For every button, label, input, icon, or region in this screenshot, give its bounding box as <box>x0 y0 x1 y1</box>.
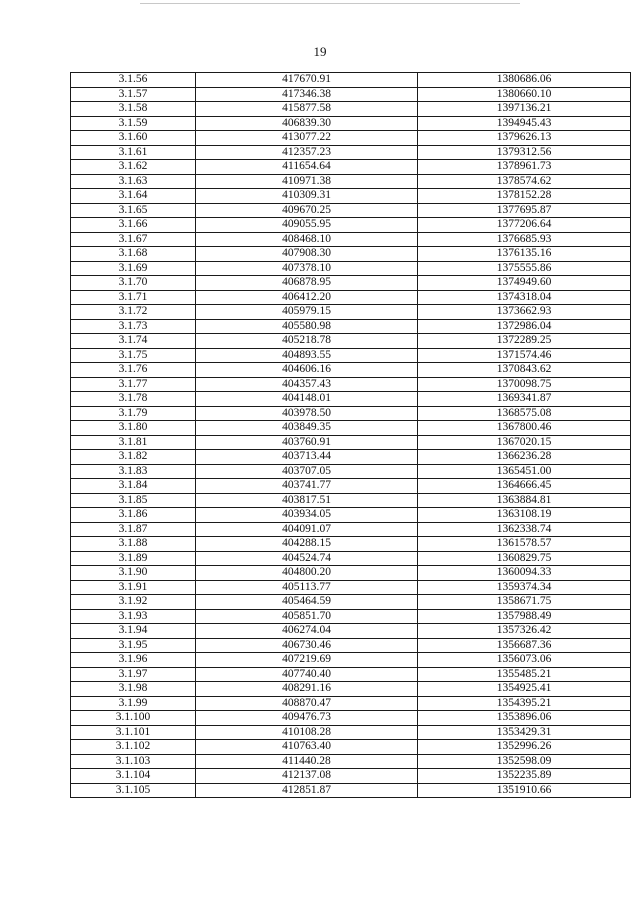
coordinates-table <box>70 72 631 798</box>
point-id-cell: 3.1.81 <box>71 435 196 450</box>
x-coordinate-cell: 404148.01 <box>196 392 418 407</box>
x-coordinate-cell: 412357.23 <box>196 145 418 160</box>
point-id-cell: 3.1.78 <box>71 392 196 407</box>
y-coordinate-cell: 1394945.43 <box>418 116 631 131</box>
y-coordinate-cell: 1355485.21 <box>418 667 631 682</box>
point-id-cell: 3.1.69 <box>71 261 196 276</box>
y-coordinate-cell: 1363884.81 <box>418 493 631 508</box>
table-row <box>71 116 631 131</box>
x-coordinate-cell: 409670.25 <box>196 203 418 218</box>
y-coordinate-cell: 1352996.26 <box>418 740 631 755</box>
y-coordinate-cell: 1357326.42 <box>418 624 631 639</box>
y-coordinate-cell: 1352235.89 <box>418 769 631 784</box>
x-coordinate-cell: 408870.47 <box>196 696 418 711</box>
table-row <box>71 261 631 276</box>
y-coordinate-cell: 1354395.21 <box>418 696 631 711</box>
y-coordinate-cell: 1352598.09 <box>418 754 631 769</box>
x-coordinate-cell: 406412.20 <box>196 290 418 305</box>
table-row <box>71 653 631 668</box>
page-top-rule <box>140 3 520 4</box>
y-coordinate-cell: 1365451.00 <box>418 464 631 479</box>
x-coordinate-cell: 404524.74 <box>196 551 418 566</box>
table-row <box>71 667 631 682</box>
y-coordinate-cell: 1358671.75 <box>418 595 631 610</box>
point-id-cell: 3.1.85 <box>71 493 196 508</box>
table-row <box>71 493 631 508</box>
y-coordinate-cell: 1378152.28 <box>418 189 631 204</box>
point-id-cell: 3.1.93 <box>71 609 196 624</box>
point-id-cell: 3.1.62 <box>71 160 196 175</box>
x-coordinate-cell: 405851.70 <box>196 609 418 624</box>
table-row <box>71 740 631 755</box>
point-id-cell: 3.1.65 <box>71 203 196 218</box>
point-id-cell: 3.1.105 <box>71 783 196 798</box>
y-coordinate-cell: 1376135.16 <box>418 247 631 262</box>
x-coordinate-cell: 403713.44 <box>196 450 418 465</box>
table-row <box>71 145 631 160</box>
y-coordinate-cell: 1356687.36 <box>418 638 631 653</box>
point-id-cell: 3.1.82 <box>71 450 196 465</box>
x-coordinate-cell: 412851.87 <box>196 783 418 798</box>
table-row <box>71 392 631 407</box>
point-id-cell: 3.1.67 <box>71 232 196 247</box>
point-id-cell: 3.1.96 <box>71 653 196 668</box>
y-coordinate-cell: 1367020.15 <box>418 435 631 450</box>
table-row <box>71 363 631 378</box>
point-id-cell: 3.1.97 <box>71 667 196 682</box>
x-coordinate-cell: 403934.05 <box>196 508 418 523</box>
y-coordinate-cell: 1360094.33 <box>418 566 631 581</box>
x-coordinate-cell: 405464.59 <box>196 595 418 610</box>
point-id-cell: 3.1.92 <box>71 595 196 610</box>
x-coordinate-cell: 415877.58 <box>196 102 418 117</box>
x-coordinate-cell: 417346.38 <box>196 87 418 102</box>
table-row <box>71 160 631 175</box>
y-coordinate-cell: 1353429.31 <box>418 725 631 740</box>
x-coordinate-cell: 403741.77 <box>196 479 418 494</box>
x-coordinate-cell: 403978.50 <box>196 406 418 421</box>
y-coordinate-cell: 1397136.21 <box>418 102 631 117</box>
point-id-cell: 3.1.64 <box>71 189 196 204</box>
x-coordinate-cell: 406878.95 <box>196 276 418 291</box>
y-coordinate-cell: 1370098.75 <box>418 377 631 392</box>
table-row <box>71 73 631 88</box>
y-coordinate-cell: 1359374.34 <box>418 580 631 595</box>
point-id-cell: 3.1.100 <box>71 711 196 726</box>
y-coordinate-cell: 1356073.06 <box>418 653 631 668</box>
x-coordinate-cell: 417670.91 <box>196 73 418 88</box>
table-row <box>71 566 631 581</box>
point-id-cell: 3.1.79 <box>71 406 196 421</box>
table-row <box>71 609 631 624</box>
point-id-cell: 3.1.63 <box>71 174 196 189</box>
point-id-cell: 3.1.98 <box>71 682 196 697</box>
x-coordinate-cell: 406839.30 <box>196 116 418 131</box>
x-coordinate-cell: 407219.69 <box>196 653 418 668</box>
table-row <box>71 203 631 218</box>
y-coordinate-cell: 1380660.10 <box>418 87 631 102</box>
table-row <box>71 450 631 465</box>
x-coordinate-cell: 410108.28 <box>196 725 418 740</box>
table-row <box>71 421 631 436</box>
y-coordinate-cell: 1374318.04 <box>418 290 631 305</box>
point-id-cell: 3.1.95 <box>71 638 196 653</box>
point-id-cell: 3.1.84 <box>71 479 196 494</box>
table-row <box>71 305 631 320</box>
point-id-cell: 3.1.90 <box>71 566 196 581</box>
y-coordinate-cell: 1377695.87 <box>418 203 631 218</box>
table-row <box>71 595 631 610</box>
point-id-cell: 3.1.88 <box>71 537 196 552</box>
y-coordinate-cell: 1375555.86 <box>418 261 631 276</box>
y-coordinate-cell: 1378574.62 <box>418 174 631 189</box>
table-row <box>71 711 631 726</box>
table-row <box>71 189 631 204</box>
x-coordinate-cell: 404606.16 <box>196 363 418 378</box>
y-coordinate-cell: 1364666.45 <box>418 479 631 494</box>
y-coordinate-cell: 1380686.06 <box>418 73 631 88</box>
x-coordinate-cell: 403760.91 <box>196 435 418 450</box>
point-id-cell: 3.1.77 <box>71 377 196 392</box>
y-coordinate-cell: 1378961.73 <box>418 160 631 175</box>
point-id-cell: 3.1.57 <box>71 87 196 102</box>
y-coordinate-cell: 1373662.93 <box>418 305 631 320</box>
table-row <box>71 102 631 117</box>
x-coordinate-cell: 408468.10 <box>196 232 418 247</box>
table-row <box>71 334 631 349</box>
table-row <box>71 696 631 711</box>
point-id-cell: 3.1.72 <box>71 305 196 320</box>
point-id-cell: 3.1.71 <box>71 290 196 305</box>
x-coordinate-cell: 408291.16 <box>196 682 418 697</box>
y-coordinate-cell: 1366236.28 <box>418 450 631 465</box>
table-row <box>71 131 631 146</box>
x-coordinate-cell: 403817.51 <box>196 493 418 508</box>
y-coordinate-cell: 1371574.46 <box>418 348 631 363</box>
point-id-cell: 3.1.102 <box>71 740 196 755</box>
point-id-cell: 3.1.104 <box>71 769 196 784</box>
point-id-cell: 3.1.103 <box>71 754 196 769</box>
y-coordinate-cell: 1369341.87 <box>418 392 631 407</box>
x-coordinate-cell: 405113.77 <box>196 580 418 595</box>
table-row <box>71 783 631 798</box>
y-coordinate-cell: 1361578.57 <box>418 537 631 552</box>
x-coordinate-cell: 409055.95 <box>196 218 418 233</box>
point-id-cell: 3.1.56 <box>71 73 196 88</box>
y-coordinate-cell: 1377206.64 <box>418 218 631 233</box>
point-id-cell: 3.1.66 <box>71 218 196 233</box>
y-coordinate-cell: 1362338.74 <box>418 522 631 537</box>
y-coordinate-cell: 1368575.08 <box>418 406 631 421</box>
x-coordinate-cell: 410971.38 <box>196 174 418 189</box>
x-coordinate-cell: 407740.40 <box>196 667 418 682</box>
point-id-cell: 3.1.73 <box>71 319 196 334</box>
y-coordinate-cell: 1370843.62 <box>418 363 631 378</box>
x-coordinate-cell: 404800.20 <box>196 566 418 581</box>
y-coordinate-cell: 1376685.93 <box>418 232 631 247</box>
table-row <box>71 754 631 769</box>
table-row <box>71 276 631 291</box>
table-row <box>71 174 631 189</box>
point-id-cell: 3.1.89 <box>71 551 196 566</box>
point-id-cell: 3.1.59 <box>71 116 196 131</box>
x-coordinate-cell: 405218.78 <box>196 334 418 349</box>
point-id-cell: 3.1.94 <box>71 624 196 639</box>
x-coordinate-cell: 404091.07 <box>196 522 418 537</box>
x-coordinate-cell: 405979.15 <box>196 305 418 320</box>
y-coordinate-cell: 1379312.56 <box>418 145 631 160</box>
table-row <box>71 406 631 421</box>
table-row <box>71 479 631 494</box>
table-row <box>71 522 631 537</box>
y-coordinate-cell: 1379626.13 <box>418 131 631 146</box>
x-coordinate-cell: 411440.28 <box>196 754 418 769</box>
point-id-cell: 3.1.87 <box>71 522 196 537</box>
table-row <box>71 580 631 595</box>
x-coordinate-cell: 407378.10 <box>196 261 418 276</box>
x-coordinate-cell: 404357.43 <box>196 377 418 392</box>
x-coordinate-cell: 413077.22 <box>196 131 418 146</box>
x-coordinate-cell: 410309.31 <box>196 189 418 204</box>
x-coordinate-cell: 410763.40 <box>196 740 418 755</box>
point-id-cell: 3.1.75 <box>71 348 196 363</box>
y-coordinate-cell: 1357988.49 <box>418 609 631 624</box>
x-coordinate-cell: 404288.15 <box>196 537 418 552</box>
point-id-cell: 3.1.74 <box>71 334 196 349</box>
table-row <box>71 218 631 233</box>
table-row <box>71 537 631 552</box>
table-row <box>71 435 631 450</box>
page-number: 19 <box>313 44 327 59</box>
table-row <box>71 725 631 740</box>
table-row <box>71 377 631 392</box>
y-coordinate-cell: 1360829.75 <box>418 551 631 566</box>
x-coordinate-cell: 403707.05 <box>196 464 418 479</box>
point-id-cell: 3.1.58 <box>71 102 196 117</box>
table-row <box>71 508 631 523</box>
y-coordinate-cell: 1372289.25 <box>418 334 631 349</box>
table-row <box>71 87 631 102</box>
point-id-cell: 3.1.68 <box>71 247 196 262</box>
table-row <box>71 290 631 305</box>
table-row <box>71 348 631 363</box>
x-coordinate-cell: 412137.08 <box>196 769 418 784</box>
x-coordinate-cell: 406730.46 <box>196 638 418 653</box>
point-id-cell: 3.1.70 <box>71 276 196 291</box>
y-coordinate-cell: 1372986.04 <box>418 319 631 334</box>
table-row <box>71 247 631 262</box>
table-row <box>71 638 631 653</box>
x-coordinate-cell: 404893.55 <box>196 348 418 363</box>
point-id-cell: 3.1.83 <box>71 464 196 479</box>
y-coordinate-cell: 1353896.06 <box>418 711 631 726</box>
table-row <box>71 769 631 784</box>
x-coordinate-cell: 405580.98 <box>196 319 418 334</box>
table-row <box>71 682 631 697</box>
x-coordinate-cell: 407908.30 <box>196 247 418 262</box>
point-id-cell: 3.1.101 <box>71 725 196 740</box>
point-id-cell: 3.1.60 <box>71 131 196 146</box>
x-coordinate-cell: 409476.73 <box>196 711 418 726</box>
table-row <box>71 464 631 479</box>
table-row <box>71 624 631 639</box>
x-coordinate-cell: 411654.64 <box>196 160 418 175</box>
point-id-cell: 3.1.91 <box>71 580 196 595</box>
y-coordinate-cell: 1351910.66 <box>418 783 631 798</box>
y-coordinate-cell: 1374949.60 <box>418 276 631 291</box>
point-id-cell: 3.1.99 <box>71 696 196 711</box>
point-id-cell: 3.1.80 <box>71 421 196 436</box>
table-row <box>71 319 631 334</box>
coordinates-table-body <box>71 73 631 798</box>
x-coordinate-cell: 403849.35 <box>196 421 418 436</box>
y-coordinate-cell: 1354925.41 <box>418 682 631 697</box>
point-id-cell: 3.1.86 <box>71 508 196 523</box>
point-id-cell: 3.1.61 <box>71 145 196 160</box>
y-coordinate-cell: 1363108.19 <box>418 508 631 523</box>
point-id-cell: 3.1.76 <box>71 363 196 378</box>
x-coordinate-cell: 406274.04 <box>196 624 418 639</box>
table-row <box>71 551 631 566</box>
table-row <box>71 232 631 247</box>
y-coordinate-cell: 1367800.46 <box>418 421 631 436</box>
